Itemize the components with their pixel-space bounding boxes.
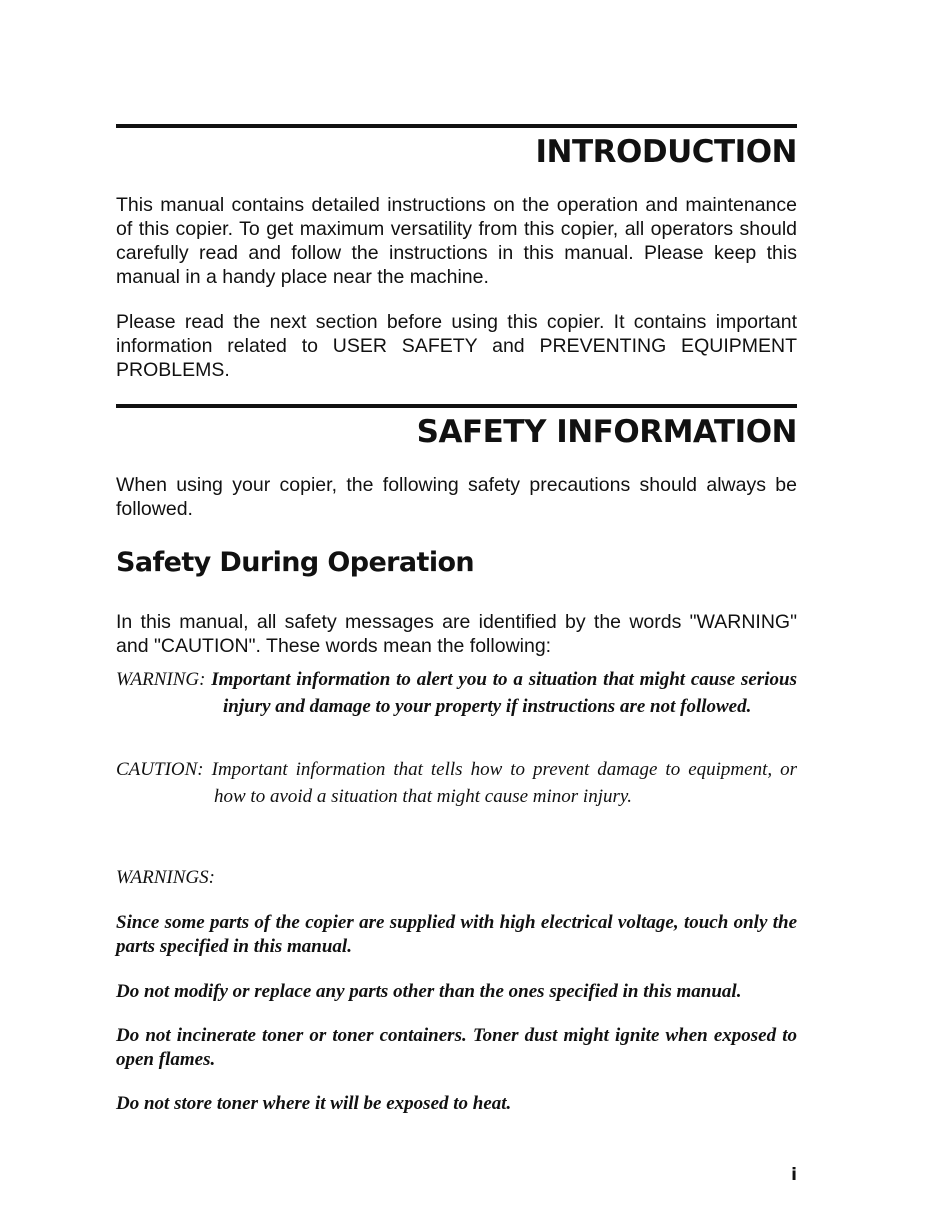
warning-definition [116,666,797,720]
caution-definition-text: Important information that tells how to prevent damage to equipment, or how to avoid a situation that might cause minor injury. [211,759,797,807]
safety-information-title: SAFETY INFORMATION [416,414,797,450]
warning-term: WARNING: [116,669,206,690]
safety-information-rule [116,404,797,408]
introduction-paragraph-2: Please read the next section before using this copier. It contains important information related to USER SAFETY and PREVENTING EQUIPMENT PROBLEMS. [116,311,797,381]
manual-page [116,0,797,1224]
safety-messages-intro: In this manual, all safety messages are identified by the words "WARNING" and "CAUTION". These words mean the following: [116,611,797,657]
introduction-paragraph-1: This manual contains detailed instructions on the operation and maintenance of this copier. To get maximum versatility from this copier, all operators should carefully read and follow the instructions in this manual. Please keep this manual in a handy place near the machine. [116,194,797,288]
safety-during-operation-heading: Safety During Operation [116,547,475,578]
warning-definition-text: Important information to alert you to a situation that might cause serious injury and damage to your property if instructions are not followed. [211,669,797,717]
warning-item: Do not modify or replace any parts other than the ones specified in this manual. [116,981,742,1002]
safety-information-intro: When using your copier, the following safety precautions should always be followed. [116,474,797,520]
warnings-heading: WARNINGS: [116,867,215,888]
caution-definition [116,756,797,810]
warning-item: Do not incinerate toner or toner containers. Toner dust might ignite when exposed to open flames. [116,1025,797,1070]
caution-term: CAUTION: [116,759,204,780]
introduction-rule [116,124,797,128]
warning-item: Do not store toner where it will be exposed to heat. [116,1093,512,1114]
page-number: i [791,1165,797,1185]
introduction-title: INTRODUCTION [535,134,797,170]
warning-item: Since some parts of the copier are supplied with high electrical voltage, touch only the parts specified in this manual. [116,912,797,957]
